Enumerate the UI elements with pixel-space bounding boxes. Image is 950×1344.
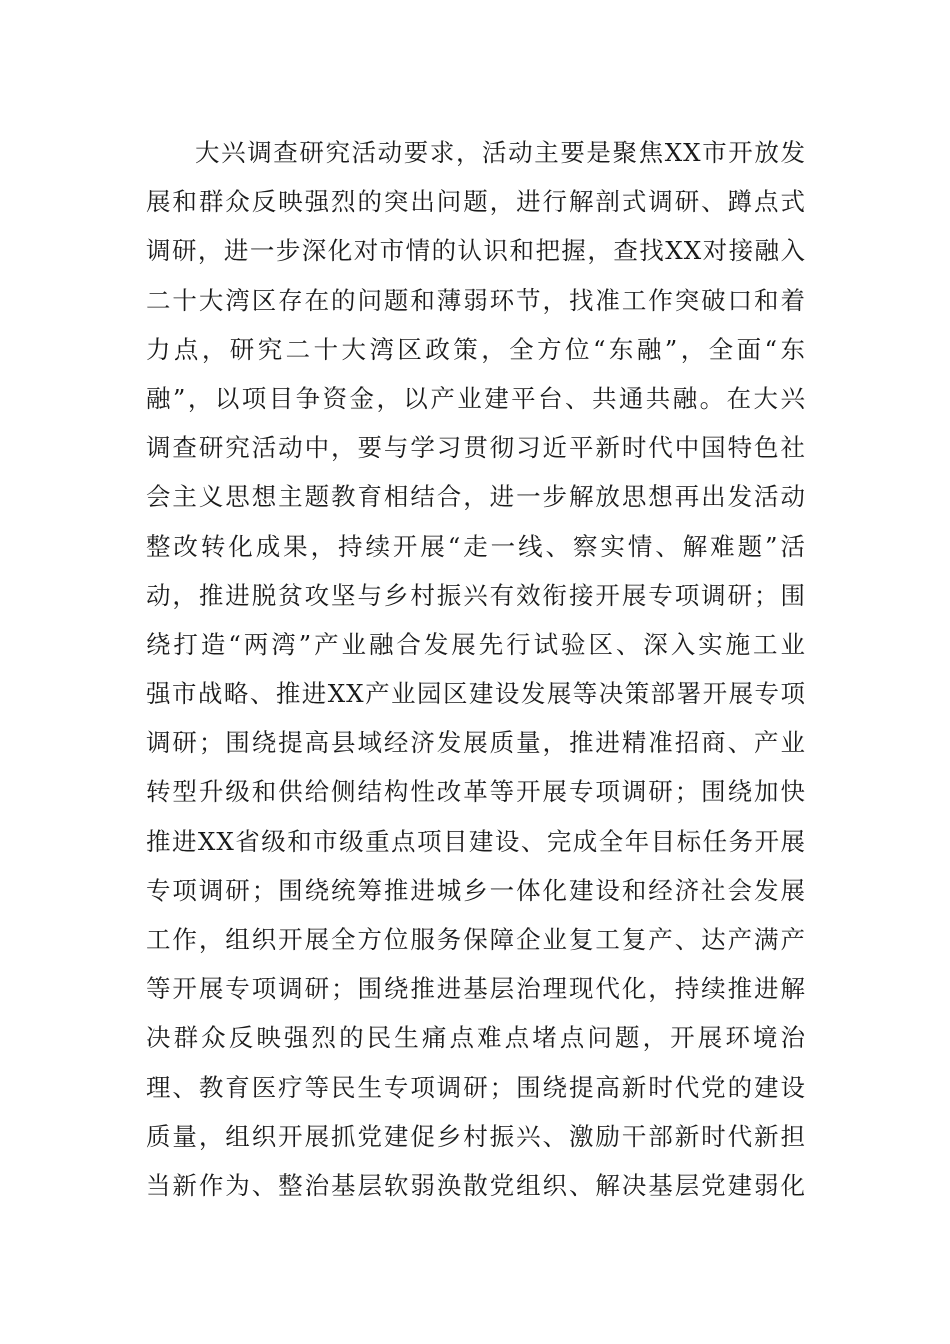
paragraph-line: 会主义思想主题教育相结合，进一步解放思想再出发活动	[146, 482, 806, 512]
paragraph-line: 调研；围绕提高县域经济发展质量，推进精准招商、产业	[146, 728, 806, 758]
paragraph-line: 专项调研；围绕统筹推进城乡一体化建设和经济社会发展	[146, 875, 806, 905]
paragraph-line: 融”，以项目争资金，以产业建平台、共通共融。在大兴	[146, 383, 806, 413]
paragraph-line: 质量，组织开展抓党建促乡村振兴、激励干部新时代新担	[146, 1121, 806, 1151]
paragraph-line: 强市战略、推进XX产业园区建设发展等决策部署开展专项	[146, 679, 806, 709]
paragraph-line: 当新作为、整治基层软弱涣散党组织、解决基层党建弱化	[146, 1170, 806, 1200]
paragraph-line: 工作，组织开展全方位服务保障企业复工复产、达产满产	[146, 925, 806, 954]
paragraph-line: 力点，研究二十大湾区政策，全方位“东融”，全面“东	[146, 334, 806, 364]
paragraph-line: 理、教育医疗等民生专项调研；围绕提高新时代党的建设	[146, 1072, 806, 1102]
paragraph-line: 绕打造“两湾”产业融合发展先行试验区、深入实施工业	[146, 629, 806, 659]
paragraph-line: 推进XX省级和市级重点项目建设、完成全年目标任务开展	[146, 826, 806, 856]
paragraph-line: 等开展专项调研；围绕推进基层治理现代化，持续推进解	[146, 974, 806, 1004]
paragraph-line: 展和群众反映强烈的突出问题，进行解剖式调研、蹲点式	[146, 187, 806, 217]
paragraph-line: 二十大湾区存在的问题和薄弱环节，找准工作突破口和着	[146, 285, 806, 315]
paragraph-line: 大兴调查研究活动要求，活动主要是聚焦XX市开放发	[195, 138, 806, 167]
body-paragraph	[146, 128, 806, 1210]
paragraph-line: 动，推进脱贫攻坚与乡村振兴有效衔接开展专项调研；围	[146, 580, 806, 610]
paragraph-line: 调研，进一步深化对市情的认识和把握，查找XX对接融入	[146, 236, 806, 266]
paragraph-line: 转型升级和供给侧结构性改革等开展专项调研；围绕加快	[146, 777, 806, 807]
paragraph-line: 整改转化成果，持续开展“走一线、察实情、解难题”活	[146, 531, 806, 561]
paragraph-line: 调查研究活动中，要与学习贯彻习近平新时代中国特色社	[146, 433, 806, 463]
paragraph-line: 决群众反映强烈的民生痛点难点堵点问题，开展环境治	[146, 1023, 806, 1053]
